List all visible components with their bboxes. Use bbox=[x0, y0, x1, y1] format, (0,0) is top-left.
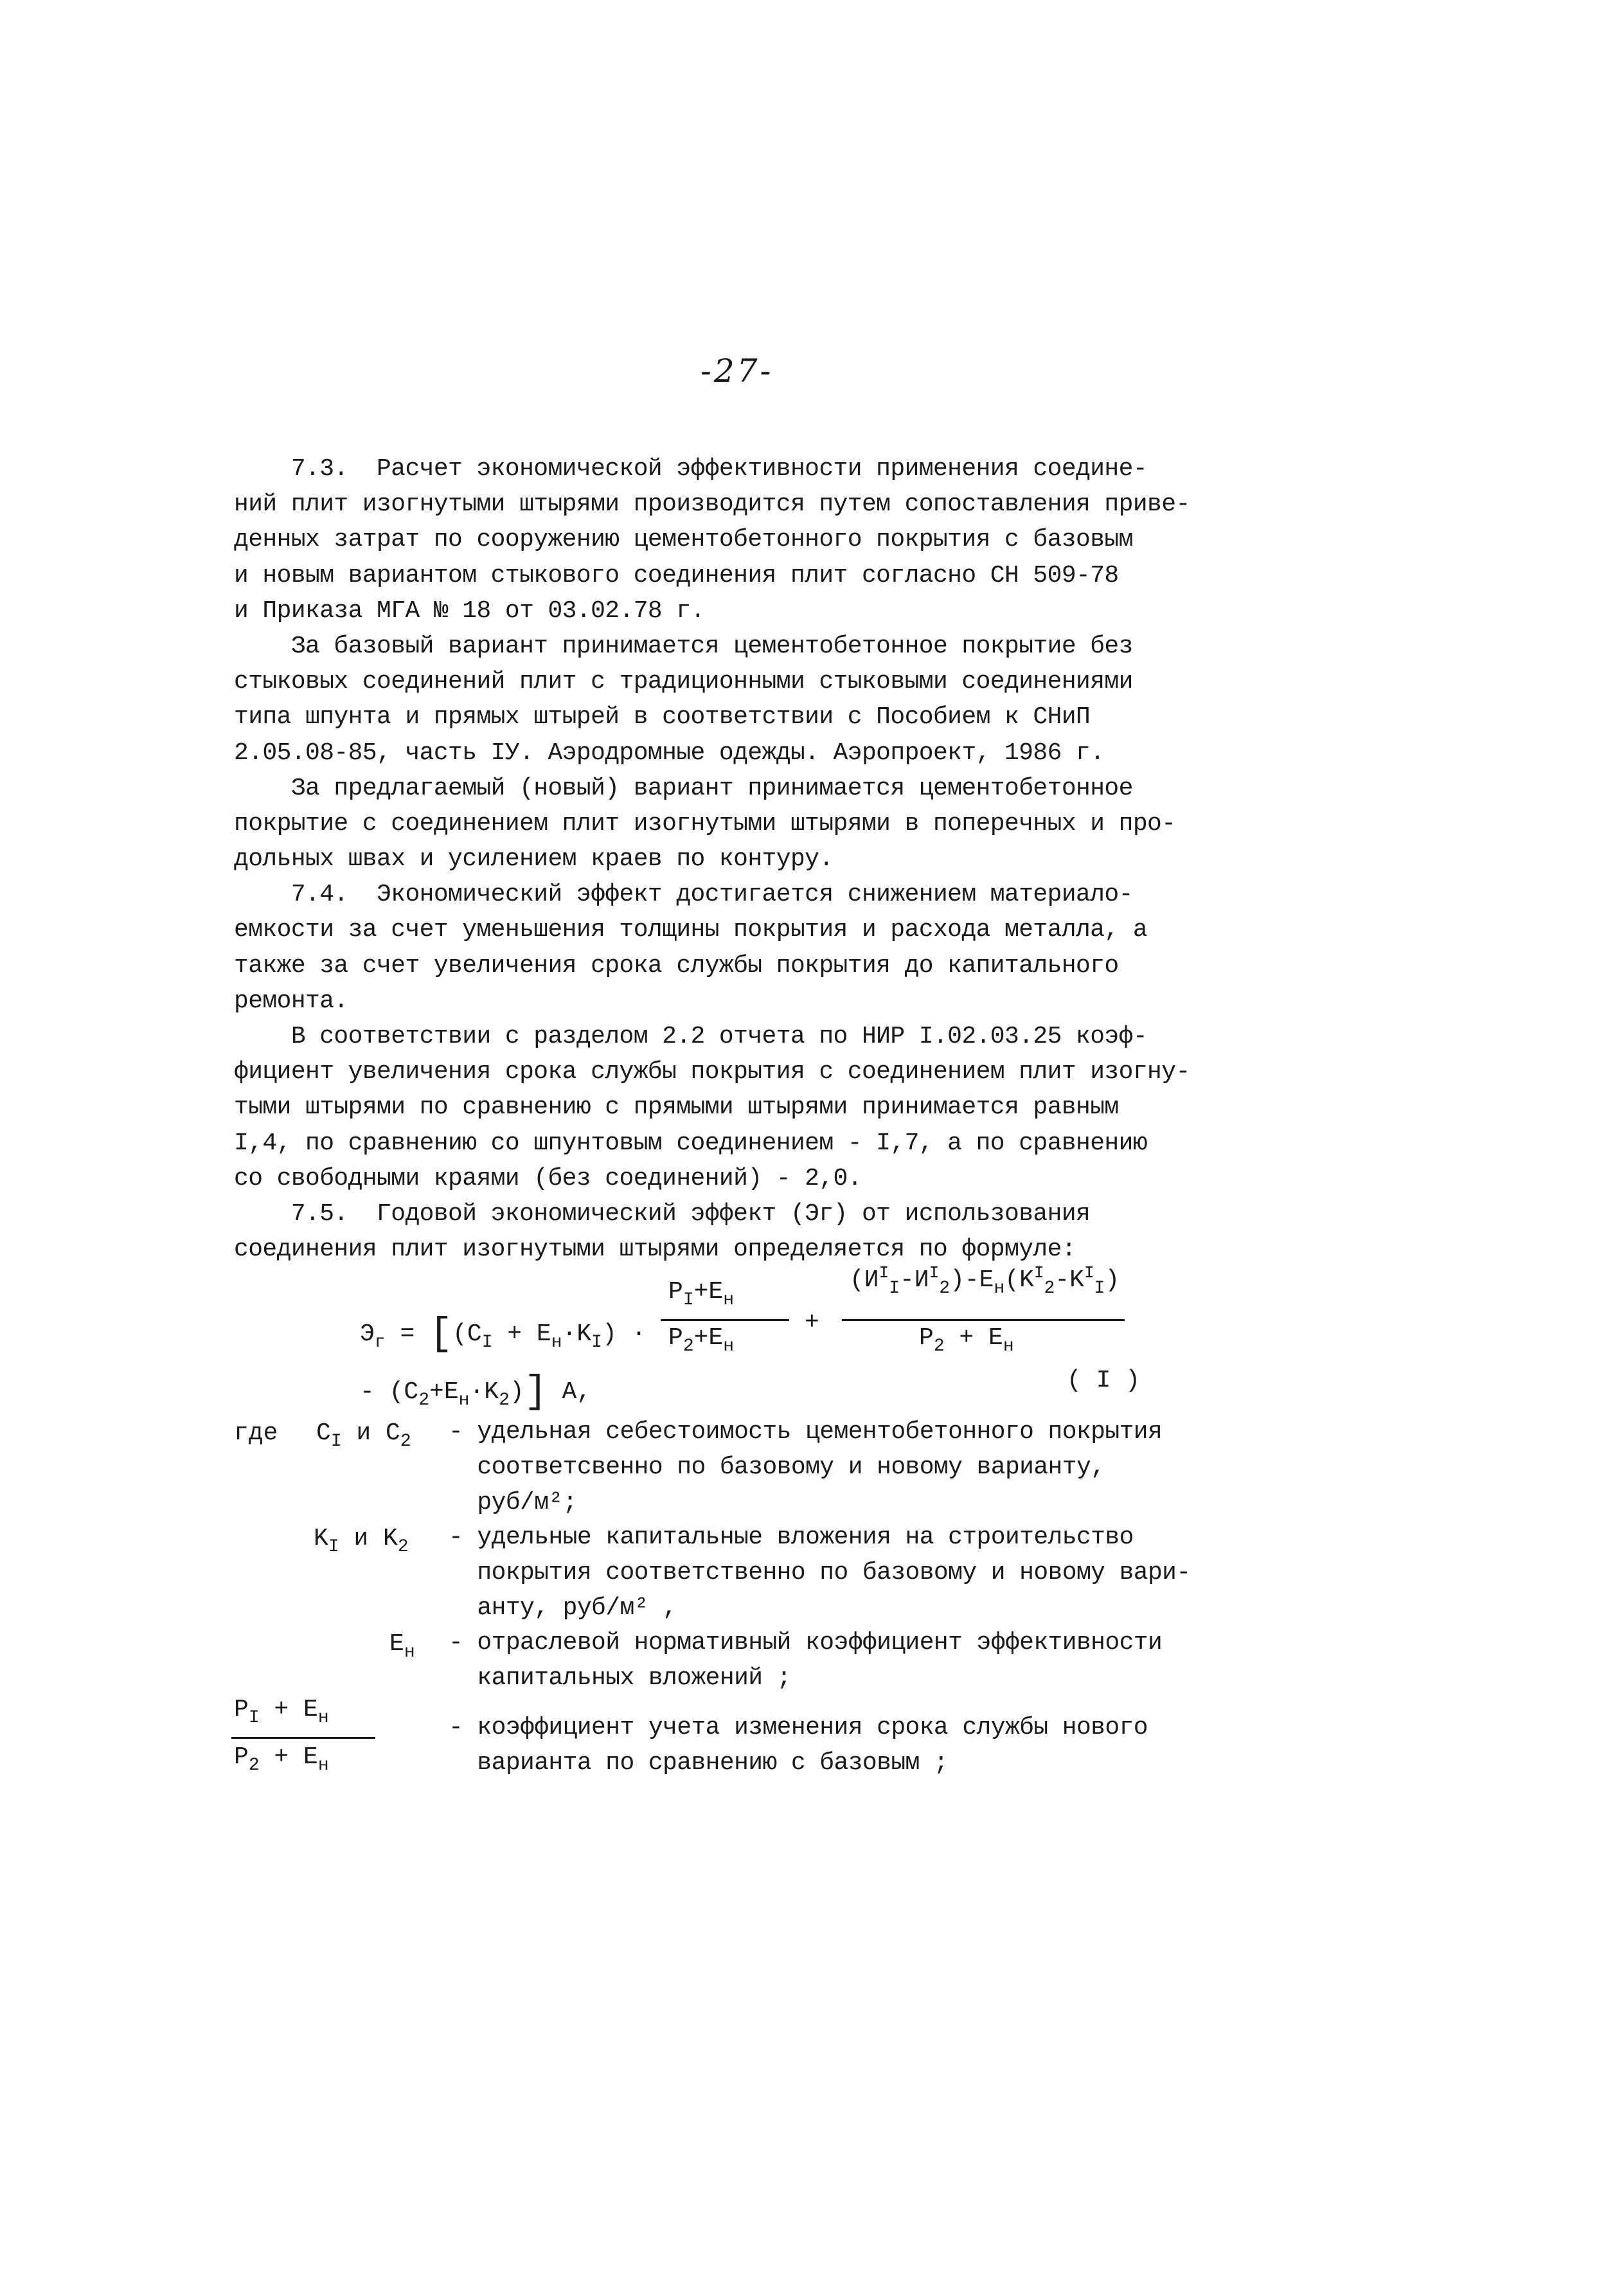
equation-number: ( I ) bbox=[1067, 1367, 1141, 1394]
formula-term1-k: ·K bbox=[562, 1320, 592, 1348]
text-line: и новым вариантом стыкового соединения плит согласно СН 509-78 bbox=[234, 561, 1119, 589]
def-c-c1-sub: I bbox=[330, 1432, 342, 1452]
frac2-den-e-sub: н bbox=[1003, 1336, 1014, 1356]
formula-dot: · bbox=[631, 1320, 647, 1348]
text-line: 7.3. Расчет экономической эффективности применения соедине- bbox=[234, 455, 1148, 483]
text-line: соединения плит изогнутыми штырями определяется по формуле: bbox=[234, 1236, 1076, 1264]
text-line: емкости за счет уменьшения толщины покрытия и расхода металла, а bbox=[234, 916, 1148, 944]
formula-term1-k-sub: I bbox=[591, 1333, 602, 1353]
text-line: стыковых соединений плит с традиционными стыковыми соединениями bbox=[234, 668, 1133, 696]
formula-lhs-symbol: Э bbox=[360, 1320, 375, 1348]
formula-1 bbox=[347, 1265, 1157, 1413]
line2-e: A, bbox=[547, 1378, 592, 1406]
frac2-den-p-sub: 2 bbox=[933, 1336, 945, 1356]
text-line: ний плит изогнутыми штырями производится путем сопоставления приве- bbox=[234, 490, 1190, 519]
text-line: 2.05.08-85, часть IУ. Аэродромные одежды. Аэропроект, 1986 г. bbox=[234, 739, 1105, 767]
frac2-num-a: (И bbox=[850, 1266, 879, 1294]
def-k-text: - удельные капитальные вложения на строительство покрытия соответственно по базовому и новому вари- анту, руб/м² , bbox=[449, 1524, 1191, 1622]
def-p-num-p: P bbox=[234, 1696, 249, 1723]
frac2-den-p: P bbox=[919, 1324, 934, 1352]
frac1-bar bbox=[661, 1319, 789, 1321]
frac1-den-p: P bbox=[668, 1324, 683, 1352]
frac2-num-a-sup: I bbox=[879, 1263, 889, 1282]
def-c-text: - удельная себестоимость цементобетонного покрытия соответсвенно по базовому и новому варианту, руб/м²; bbox=[449, 1418, 1163, 1516]
page-number: -27- bbox=[700, 352, 774, 390]
text-line: также за счет увеличения срока службы покрытия до капитального bbox=[234, 951, 1119, 980]
def-p-den-p-sub: 2 bbox=[248, 1756, 260, 1776]
def-p-den-e-sub: н bbox=[317, 1756, 329, 1776]
formula-open-bracket: [ bbox=[429, 1313, 453, 1356]
text-line: За базовый вариант принимается цементобетонное покрытие без bbox=[234, 632, 1133, 660]
text-line: 7.5. Годовой экономический эффект (Эг) от использования bbox=[234, 1200, 1091, 1228]
def-p-bar bbox=[231, 1737, 375, 1739]
formula-term1-mid: + E bbox=[492, 1320, 551, 1348]
text-line: денных затрат по сооружению цементобетонного покрытия с базовым bbox=[234, 526, 1133, 554]
line2-a-sub: 2 bbox=[418, 1390, 430, 1410]
line2-c: ·K bbox=[469, 1378, 499, 1406]
def-p-num-e-sub: н bbox=[317, 1708, 329, 1728]
formula-plus: + bbox=[805, 1309, 819, 1336]
frac1-denominator bbox=[668, 1324, 735, 1356]
def-p-den-p: P bbox=[234, 1743, 249, 1771]
frac2-num-b: -И bbox=[900, 1266, 929, 1294]
frac1-num-e-sub: н bbox=[723, 1290, 735, 1310]
frac2-num-a-sub: I bbox=[889, 1279, 900, 1299]
def-e-label bbox=[389, 1630, 415, 1662]
def-k-k2-sub: 2 bbox=[397, 1537, 409, 1557]
frac2-num-e-sup: I bbox=[1084, 1263, 1094, 1282]
formula-close-bracket: ] bbox=[524, 1371, 548, 1414]
frac1-num-p-sub: I bbox=[683, 1290, 694, 1310]
def-e-e: E bbox=[389, 1630, 404, 1658]
text-line: фициент увеличения срока службы покрытия с соединением плит изогну- bbox=[234, 1058, 1190, 1086]
text-line: I,4, по сравнению со шпунтовым соединением - I,7, а по сравнению bbox=[234, 1129, 1148, 1157]
line2-a: - (C bbox=[360, 1378, 419, 1406]
frac2-numerator bbox=[850, 1263, 1120, 1299]
text-line: тыми штырями по сравнению с прямыми штырями принимается равным bbox=[234, 1093, 1119, 1122]
frac2-denominator bbox=[919, 1324, 1014, 1356]
text-line: покрытие с соединением плит изогнутыми штырями в поперечных и про- bbox=[234, 809, 1176, 838]
text-line: ремонта. bbox=[234, 987, 348, 1015]
frac2-num-c-sub: н bbox=[994, 1279, 1005, 1299]
formula-term1: (C bbox=[452, 1320, 482, 1348]
frac2-num-d-sup: I bbox=[1033, 1263, 1044, 1282]
def-c-c1: C bbox=[316, 1419, 331, 1447]
def-c-label bbox=[316, 1419, 411, 1452]
formula-lhs-sub: г bbox=[374, 1333, 386, 1353]
text-line: В соответствии с разделом 2.2 отчета по НИР I.02.03.25 коэф- bbox=[234, 1023, 1148, 1050]
def-p-denominator bbox=[234, 1743, 329, 1776]
def-p-text: - коэффициент учета изменения срока службы нового варианта по сравнению с базовым ; bbox=[449, 1714, 1148, 1777]
text-line: типа шпунта и прямых штырей в соответствии с Пособием к СНиП bbox=[234, 703, 1091, 732]
text-line: со свободными краями (без соединений) - 2,0. bbox=[234, 1164, 862, 1192]
frac2-num-e-sub: I bbox=[1094, 1279, 1105, 1299]
frac1-num-p: P bbox=[668, 1278, 683, 1306]
line2-d: ) bbox=[509, 1378, 524, 1406]
frac1-den-p-sub: 2 bbox=[683, 1336, 694, 1356]
formula-term1-mid-sub: н bbox=[551, 1333, 562, 1353]
def-k-k1: K bbox=[314, 1525, 328, 1552]
text-line: 7.4. Экономический эффект достигается снижением материало- bbox=[234, 881, 1133, 909]
def-p-den-e: + E bbox=[259, 1743, 318, 1771]
frac1-den-e: +E bbox=[693, 1324, 724, 1352]
text-line: За предлагаемый (новый) вариант принимается цементобетонное bbox=[234, 774, 1133, 802]
formula-line2 bbox=[360, 1367, 592, 1414]
frac1-numerator bbox=[668, 1278, 735, 1310]
def-where: где bbox=[234, 1419, 278, 1447]
text-line: и Приказа МГА № 18 от 03.02.78 г. bbox=[234, 597, 705, 625]
def-k-k1-sub: I bbox=[328, 1537, 339, 1557]
def-k-k2: и K bbox=[339, 1525, 398, 1552]
frac2-num-b-sub: 2 bbox=[939, 1279, 950, 1299]
frac2-num-e: -K bbox=[1055, 1266, 1084, 1294]
frac1-den-e-sub: н bbox=[723, 1336, 735, 1356]
line2-b: +E bbox=[429, 1378, 459, 1406]
formula-term1-sub: I bbox=[481, 1333, 493, 1353]
def-p-numerator bbox=[234, 1696, 329, 1728]
def-e-text: - отраслевой нормативный коэффициент эффективности капитальных вложений ; bbox=[449, 1629, 1163, 1692]
def-p-num-p-sub: I bbox=[248, 1708, 260, 1728]
def-e-e-sub: н bbox=[404, 1642, 415, 1662]
def-k-label bbox=[314, 1525, 409, 1557]
frac2-den-e: + E bbox=[944, 1324, 1003, 1352]
def-c-c2-sub: 2 bbox=[400, 1432, 411, 1452]
frac1-num-e: +E bbox=[693, 1278, 724, 1306]
body-text bbox=[234, 451, 1224, 1267]
frac2-num-f: ) bbox=[1105, 1266, 1120, 1294]
frac2-num-c: )-E bbox=[950, 1266, 994, 1294]
formula-equals: = bbox=[400, 1320, 415, 1348]
def-p-num-e: + E bbox=[259, 1696, 318, 1723]
def-c-c2: и C bbox=[341, 1419, 400, 1447]
frac2-bar bbox=[842, 1319, 1125, 1321]
text-line: дольных швах и усилением краев по контуру. bbox=[234, 845, 834, 874]
formula-term1-close: ) bbox=[602, 1320, 617, 1348]
frac2-num-d-sub: 2 bbox=[1044, 1279, 1055, 1299]
formula-lhs bbox=[360, 1309, 647, 1356]
frac2-num-b-sup: I bbox=[929, 1263, 940, 1282]
frac2-num-d: (K bbox=[1004, 1266, 1034, 1294]
line2-c-sub: 2 bbox=[499, 1390, 510, 1410]
line2-b-sub: н bbox=[458, 1390, 470, 1410]
